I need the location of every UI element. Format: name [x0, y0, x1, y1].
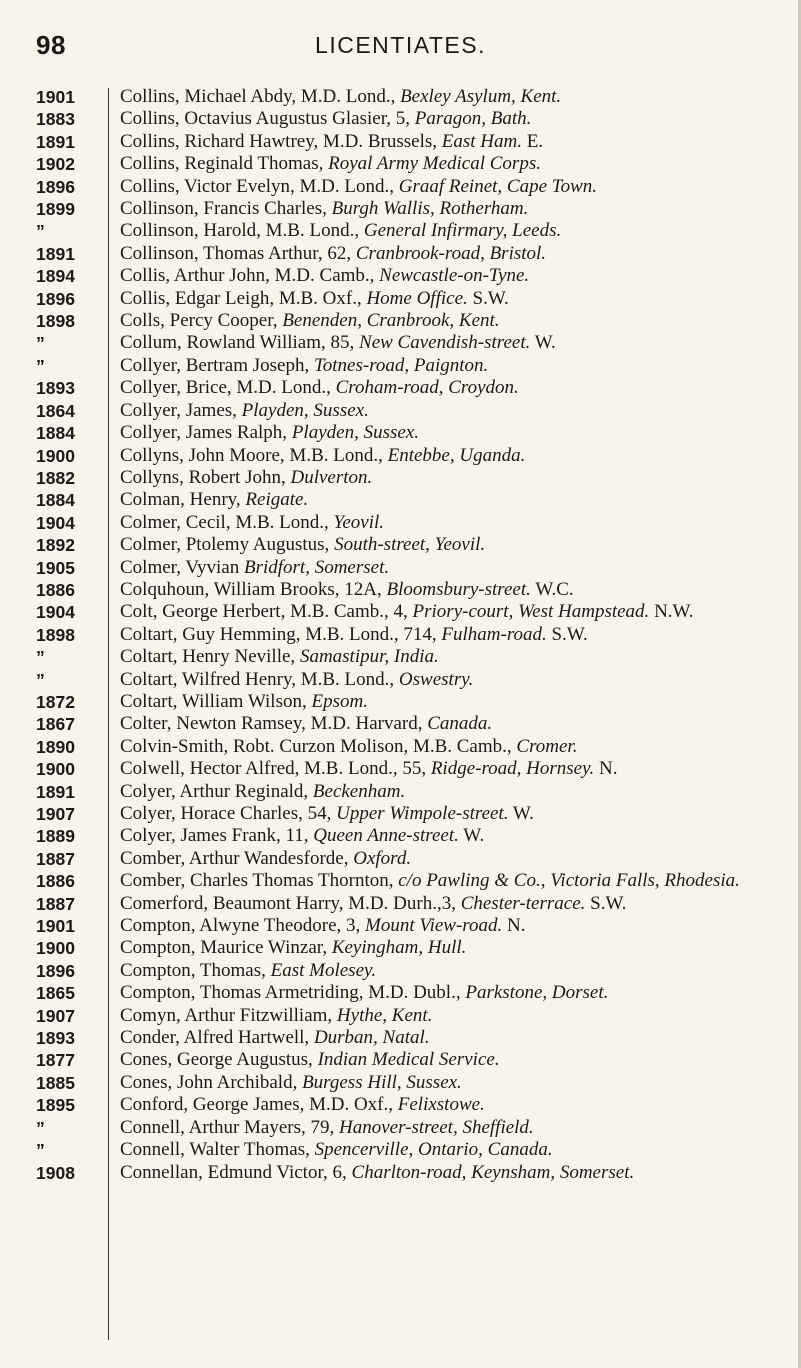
- list-item: [0, 198, 801, 220]
- entry-address: Beckenham.: [312, 780, 406, 802]
- entry-year: 1898: [36, 624, 75, 645]
- entry-name: Connell, Walter Thomas,: [120, 1139, 315, 1161]
- entry-name: Comyn, Arthur Fitzwilliam,: [120, 1004, 337, 1026]
- entry-address: East Molesey.: [270, 959, 377, 981]
- entry-name: Coltart, Guy Hemming, M.B. Lond., 714,: [120, 623, 442, 645]
- list-item: [0, 131, 801, 153]
- entry-address: Burgess Hill, Sussex.: [302, 1071, 462, 1093]
- list-item: [0, 557, 801, 579]
- running-head: LICENTIATES.: [315, 32, 486, 58]
- list-item: [0, 1094, 801, 1116]
- entry-year: 1907: [36, 1005, 75, 1026]
- entry-address: Cromer.: [516, 735, 578, 757]
- list-item: [0, 713, 801, 735]
- entry-text: [120, 1117, 801, 1139]
- entry-text: [120, 982, 801, 1004]
- entry-text: [120, 310, 801, 332]
- list-item: [0, 220, 801, 242]
- entry-year: 1901: [36, 87, 75, 107]
- entry-year: 1885: [36, 1072, 75, 1093]
- entry-year: ”: [36, 333, 45, 354]
- list-item: [0, 1027, 801, 1049]
- list-item: [0, 1162, 801, 1184]
- entry-postal-district: W.: [508, 803, 534, 824]
- list-item: [0, 937, 801, 959]
- entry-address: Keyingham, Hull.: [331, 937, 467, 959]
- entry-text: [120, 579, 801, 601]
- entry-year: 1865: [36, 983, 75, 1004]
- list-item: [0, 1072, 801, 1094]
- list-item: [0, 893, 801, 915]
- entry-postal-district: S.W.: [546, 623, 588, 645]
- entry-postal-district: E.: [521, 130, 544, 152]
- entry-year: 1896: [36, 960, 75, 981]
- entry-year: ”: [36, 669, 45, 690]
- entry-name: Collins, Octavius Augustus Glasier, 5,: [120, 108, 415, 130]
- entry-name: Colt, George Herbert, M.B. Camb., 4,: [120, 601, 413, 623]
- entry-name: Compton, Thomas Armetriding, M.D. Dubl.,: [120, 982, 466, 1004]
- entry-name: Colter, Newton Ramsey, M.D. Harvard,: [120, 713, 428, 735]
- entry-text: [120, 669, 801, 691]
- entry-text: [120, 624, 801, 646]
- entry-name: Cones, George Augustus,: [120, 1049, 318, 1071]
- entry-year: 1905: [36, 557, 75, 578]
- entry-text: [120, 758, 801, 780]
- entry-text: [120, 601, 801, 623]
- entry-name: Comber, Arthur Wandesforde,: [120, 847, 354, 869]
- entry-text: [120, 870, 801, 892]
- entry-year: 1907: [36, 804, 75, 824]
- entry-year: 1872: [36, 691, 75, 712]
- entry-address: New Cavendish-street.: [359, 332, 531, 354]
- entry-year: ”: [36, 647, 45, 668]
- list-item: [0, 982, 801, 1004]
- entry-address: Graaf Reinet, Cape Town.: [398, 175, 598, 197]
- licentiate-list: [0, 86, 801, 1184]
- entry-address: Charlton-road, Keynsham, Somerset.: [351, 1161, 635, 1183]
- entry-address: Home Office.: [366, 287, 468, 309]
- list-item: [0, 489, 801, 511]
- entry-name: Colyer, Horace Charles, 54,: [120, 803, 337, 824]
- entry-year: 1882: [36, 467, 75, 488]
- list-item: [0, 960, 801, 982]
- entry-text: [120, 848, 801, 870]
- entry-year: 1894: [36, 266, 75, 287]
- entry-name: Collinson, Francis Charles,: [120, 198, 332, 220]
- entry-year: 1904: [36, 602, 75, 623]
- page-number: 98: [36, 30, 66, 60]
- entry-address: Queen Anne-street.: [313, 825, 459, 847]
- entry-name: Collum, Rowland William, 85,: [120, 332, 360, 354]
- entry-address: Paragon, Bath.: [414, 108, 532, 130]
- entry-postal-district: N.: [502, 915, 526, 937]
- entry-year: 1901: [36, 916, 75, 937]
- entry-name: Compton, Alwyne Theodore, 3,: [120, 915, 366, 937]
- entry-name: Coltart, William Wilson,: [120, 690, 312, 712]
- entry-address: East Ham.: [441, 130, 522, 152]
- entry-address: Bridfort, Somerset.: [243, 556, 390, 578]
- entry-name: Connellan, Edmund Victor, 6,: [120, 1161, 352, 1183]
- list-item: [0, 153, 801, 175]
- list-item: [0, 669, 801, 691]
- entry-year: 1886: [36, 579, 75, 600]
- entry-year: 1908: [36, 1162, 75, 1183]
- entry-text: [120, 198, 801, 220]
- entry-text: [120, 332, 801, 354]
- entry-year: 1889: [36, 826, 75, 847]
- entry-name: Collins, Reginald Thomas,: [120, 153, 329, 175]
- list-item: [0, 355, 801, 377]
- entry-text: [120, 1049, 801, 1071]
- entry-year: 1899: [36, 199, 75, 220]
- entry-text: [120, 153, 801, 175]
- entry-year: 1904: [36, 512, 75, 533]
- entry-text: [120, 736, 801, 758]
- list-item: [0, 848, 801, 870]
- entry-name: Colmer, Vyvian: [120, 556, 244, 578]
- entry-text: [120, 108, 801, 130]
- entry-year: 1896: [36, 288, 75, 309]
- entry-name: Comerford, Beaumont Harry, M.D. Durh.,3,: [120, 892, 461, 914]
- list-item: [0, 422, 801, 444]
- entry-address: Fulham-road.: [441, 623, 547, 645]
- entry-year: 1891: [36, 243, 75, 264]
- entry-address: Chester-terrace.: [460, 892, 586, 914]
- entry-address: Hythe, Kent.: [336, 1004, 433, 1026]
- list-item: [0, 870, 801, 892]
- list-item: [0, 176, 801, 198]
- entry-address: Bloomsbury-street.: [386, 578, 531, 600]
- entry-name: Colls, Percy Cooper,: [120, 310, 283, 332]
- entry-postal-district: N.W.: [649, 601, 694, 623]
- entry-name: Conder, Alfred Hartwell,: [120, 1027, 314, 1049]
- entry-postal-district: N.: [594, 758, 618, 780]
- entry-name: Collyer, Bertram Joseph,: [120, 354, 314, 376]
- entry-text: [120, 893, 801, 915]
- entry-name: Collins, Richard Hawtrey, M.D. Brussels,: [120, 130, 442, 152]
- entry-year: 1900: [36, 759, 75, 780]
- list-item: [0, 803, 801, 825]
- entry-text: [120, 1139, 801, 1161]
- entry-address: Croham-road, Croydon.: [335, 377, 519, 399]
- entry-name: Colmer, Ptolemy Augustus,: [120, 534, 335, 556]
- entry-year: 1891: [36, 781, 75, 802]
- entry-text: [120, 131, 801, 153]
- list-item: [0, 646, 801, 668]
- entry-year: 1902: [36, 154, 75, 175]
- list-item: [0, 624, 801, 646]
- page-header: [0, 0, 801, 70]
- entry-name: Colmer, Cecil, M.B. Lond.,: [120, 511, 334, 533]
- entry-year: 1884: [36, 423, 75, 444]
- entry-year: 1898: [36, 311, 75, 332]
- list-item: [0, 243, 801, 265]
- entry-address: Yeovil.: [333, 511, 384, 533]
- entry-year: 1887: [36, 893, 75, 914]
- entry-name: Collinson, Harold, M.B. Lond.,: [120, 220, 364, 242]
- entry-year: 1886: [36, 871, 75, 892]
- list-item: [0, 1139, 801, 1161]
- entry-name: Coltart, Wilfred Henry, M.B. Lond.,: [120, 668, 399, 690]
- entry-name: Collinson, Thomas Arthur, 62,: [120, 242, 356, 264]
- entry-name: Colman, Henry,: [120, 489, 246, 511]
- entry-text: [120, 400, 801, 422]
- entry-address: Canada.: [427, 713, 493, 735]
- entry-year: 1887: [36, 848, 75, 869]
- entry-text: [120, 467, 801, 489]
- entry-name: Colyer, James Frank, 11,: [120, 825, 314, 847]
- entry-text: [120, 377, 801, 399]
- entry-address: Royal Army Medical Corps.: [328, 153, 541, 175]
- entry-name: Colwell, Hector Alfred, M.B. Lond., 55,: [120, 758, 431, 780]
- entry-text: [120, 176, 801, 198]
- entry-name: Compton, Maurice Winzar,: [120, 937, 332, 959]
- entry-text: [120, 1072, 801, 1094]
- entry-name: Collis, Edgar Leigh, M.B. Oxf.,: [120, 287, 367, 309]
- list-item: [0, 601, 801, 623]
- entry-address: Samastipur, India.: [299, 646, 439, 668]
- entry-address: Bexley Asylum, Kent.: [400, 86, 562, 107]
- entry-name: Cones, John Archibald,: [120, 1071, 303, 1093]
- list-item: [0, 445, 801, 467]
- entry-address: Reigate.: [245, 489, 309, 511]
- list-item: [0, 265, 801, 287]
- list-item: [0, 310, 801, 332]
- entry-name: Collyer, Brice, M.D. Lond.,: [120, 377, 336, 399]
- list-item: [0, 108, 801, 130]
- list-item: [0, 915, 801, 937]
- entry-text: [120, 915, 801, 937]
- entry-address: Entebbe, Uganda.: [387, 444, 526, 466]
- list-item: [0, 825, 801, 847]
- entry-year: 1890: [36, 736, 75, 757]
- entry-name: Colvin-Smith, Robt. Curzon Molison, M.B. Camb.,: [120, 735, 517, 757]
- list-item: [0, 400, 801, 422]
- entry-postal-district: W.: [530, 332, 556, 354]
- entry-name: Colyer, Arthur Reginald,: [120, 780, 313, 802]
- entry-text: [120, 86, 801, 108]
- entry-year: 1895: [36, 1095, 75, 1116]
- list-item: [0, 758, 801, 780]
- entry-year: ”: [36, 1117, 45, 1138]
- entry-text: [120, 781, 801, 803]
- entry-text: [120, 557, 801, 579]
- list-item: [0, 736, 801, 758]
- entry-address: Parkstone, Dorset.: [465, 982, 609, 1004]
- list-item: [0, 781, 801, 803]
- entry-address: Mount View-road.: [365, 915, 503, 937]
- entry-text: [120, 1162, 801, 1184]
- entry-year: 1883: [36, 109, 75, 130]
- entry-text: [120, 825, 801, 847]
- entry-address: Benenden, Cranbrook, Kent.: [282, 310, 500, 332]
- entry-address: Oxford.: [353, 847, 412, 869]
- list-item: [0, 1117, 801, 1139]
- entry-name: Colquhoun, William Brooks, 12A,: [120, 578, 387, 600]
- entry-address: Dulverton.: [290, 466, 373, 488]
- entry-text: [120, 288, 801, 310]
- entry-text: [120, 512, 801, 534]
- list-item: [0, 691, 801, 713]
- entry-address: Hanover-street, Sheffield.: [339, 1116, 534, 1138]
- entry-name: Collis, Arthur John, M.D. Camb.,: [120, 265, 380, 287]
- entry-address: Priory-court, West Hampstead.: [412, 601, 650, 623]
- entry-name: Collins, Victor Evelyn, M.D. Lond.,: [120, 175, 399, 197]
- entry-text: [120, 691, 801, 713]
- entry-text: [120, 489, 801, 511]
- entry-text: [120, 1094, 801, 1116]
- entry-text: [120, 713, 801, 735]
- entry-text: [120, 265, 801, 287]
- list-item: [0, 512, 801, 534]
- entry-name: Collyns, John Moore, M.B. Lond.,: [120, 444, 388, 466]
- entry-name: Collins, Michael Abdy, M.D. Lond.,: [120, 86, 401, 107]
- entry-postal-district: S.W.: [585, 892, 627, 914]
- entry-text: [120, 445, 801, 467]
- entry-text: [120, 937, 801, 959]
- entry-text: [120, 960, 801, 982]
- list-item: [0, 1049, 801, 1071]
- entry-year: ”: [36, 355, 45, 376]
- list-item: [0, 467, 801, 489]
- list-item: [0, 579, 801, 601]
- entry-address: South-street, Yeovil.: [334, 534, 486, 556]
- entry-text: [120, 243, 801, 265]
- entry-address: Playden, Sussex.: [241, 399, 369, 421]
- entry-text: [120, 1005, 801, 1027]
- entry-year: ”: [36, 1140, 45, 1161]
- list-item: [0, 1005, 801, 1027]
- entry-name: Collyer, James,: [120, 399, 242, 421]
- entry-text: [120, 1027, 801, 1049]
- entry-address: Totnes-road, Paignton.: [313, 354, 489, 376]
- entry-address: Ridge-road, Hornsey.: [430, 758, 595, 780]
- entry-address: Upper Wimpole-street.: [336, 803, 509, 824]
- entry-text: [120, 646, 801, 668]
- entry-text: [120, 803, 801, 825]
- entry-postal-district: W.: [458, 825, 485, 847]
- entry-year: 1893: [36, 378, 75, 399]
- list-item: [0, 377, 801, 399]
- entry-year: 1884: [36, 490, 75, 511]
- entry-year: 1893: [36, 1028, 75, 1049]
- entry-address: c/o Pawling & Co., Victoria Falls, Rhodesia.: [398, 870, 740, 892]
- entry-address: Cranbrook-road, Bristol.: [355, 242, 547, 264]
- list-item: [0, 332, 801, 354]
- entry-year: 1892: [36, 535, 75, 556]
- list-item: [0, 288, 801, 310]
- entry-text: [120, 534, 801, 556]
- entry-address: Epsom.: [311, 690, 368, 712]
- entry-name: Coltart, Henry Neville,: [120, 646, 300, 668]
- entry-address: Newcastle-on-Tyne.: [379, 265, 530, 287]
- entry-year: 1867: [36, 714, 75, 735]
- entry-address: Spencerville, Ontario, Canada.: [314, 1139, 553, 1161]
- entry-address: General Infirmary, Leeds.: [363, 220, 562, 242]
- entry-year: 1877: [36, 1050, 75, 1071]
- entry-name: Connell, Arthur Mayers, 79,: [120, 1116, 340, 1138]
- entry-address: Burgh Wallis, Rotherham.: [331, 198, 529, 220]
- entry-year: 1891: [36, 131, 75, 152]
- entry-address: Oswestry.: [398, 668, 474, 690]
- entry-address: Playden, Sussex.: [291, 422, 419, 444]
- entry-text: [120, 355, 801, 377]
- entry-year: 1896: [36, 176, 75, 197]
- entry-address: Durban, Natal.: [313, 1027, 430, 1049]
- entry-text: [120, 220, 801, 242]
- entry-year: 1900: [36, 938, 75, 959]
- entry-year: 1864: [36, 400, 75, 421]
- entry-year: ”: [36, 221, 45, 242]
- list-item: [0, 86, 801, 108]
- list-item: [0, 534, 801, 556]
- entry-name: Collyer, James Ralph,: [120, 422, 292, 444]
- entry-text: [120, 422, 801, 444]
- entry-name: Compton, Thomas,: [120, 959, 271, 981]
- entry-postal-district: S.W.: [467, 287, 509, 309]
- entry-name: Conford, George James, M.D. Oxf.,: [120, 1094, 398, 1116]
- entry-name: Comber, Charles Thomas Thornton,: [120, 870, 399, 892]
- entry-postal-district: W.C.: [530, 578, 574, 600]
- entry-address: Felixstowe.: [397, 1094, 485, 1116]
- entry-year: 1900: [36, 445, 75, 466]
- entry-address: Indian Medical Service.: [317, 1049, 500, 1071]
- entry-name: Collyns, Robert John,: [120, 466, 291, 488]
